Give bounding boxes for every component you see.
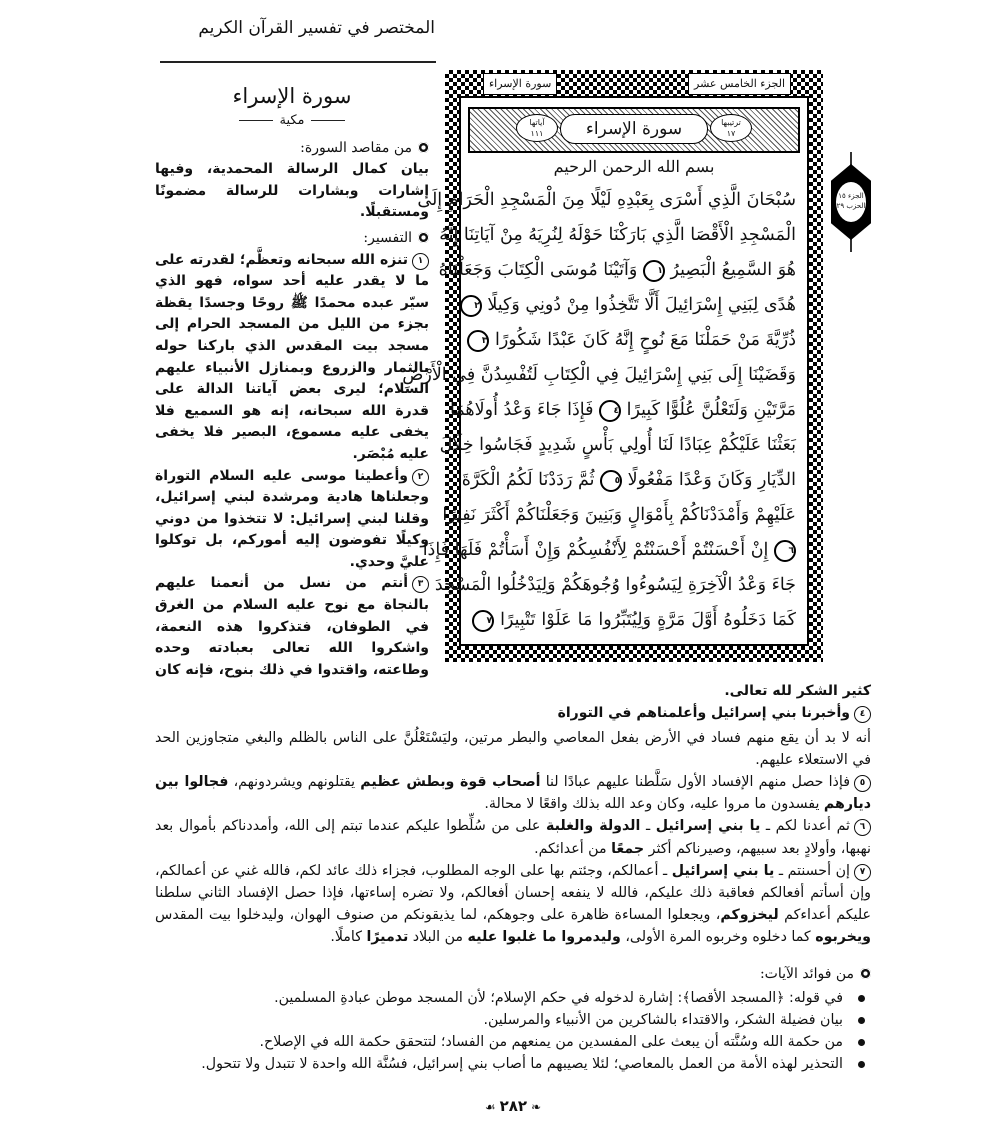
quran-line — [472, 603, 796, 638]
ayah-text: الدِّيَارِ وَكَانَ وَعْدًا مَفْعُولًا — [627, 470, 796, 490]
flower-icon — [418, 142, 429, 153]
verse-number-badge: ٧ — [854, 864, 871, 881]
tafsir-text: كاملًا. — [330, 929, 367, 946]
ayah-end-marker: ٧ — [472, 610, 494, 632]
verse-number-badge: ٣ — [412, 576, 429, 593]
quran-frame — [402, 70, 823, 662]
ayah-text: ذُرِّيَّةَ مَنْ حَمَلْنَا مَعَ نُوحٍ إِنَّهُ كَانَ عَبْدًا شَكُورًا — [494, 330, 796, 350]
tafsir-text: عليه السلام التوراة وجعلناها هادية ومرشدة لبني إسرائيل، وقلنا لبني إسرائيل: لا تتخذوا من دوني وكيلًا تفوضون إليه أموركم، بل توكلوا عليَّ وحدي. — [155, 467, 429, 570]
quran-line — [442, 498, 796, 533]
objectives-heading-label: من مقاصد السورة: — [300, 139, 412, 156]
juz-label: الجزء ١٥ — [838, 192, 864, 200]
running-title: المختصر في تفسير القرآن الكريم — [198, 18, 435, 38]
fawaid-item — [155, 1053, 843, 1075]
highlighted-phrase: ويخربوه — [815, 929, 871, 946]
ayat-label: آياتها — [529, 118, 545, 127]
tafsir-text: يقتلونهم ويشردونهم، — [228, 774, 361, 791]
tafsir-text: ثم أعدنا لكم ـ — [760, 818, 850, 835]
quran-line — [417, 183, 796, 218]
ayah-end-marker: ١ — [643, 260, 665, 282]
fawaid-item — [155, 1009, 843, 1031]
quran-line — [434, 568, 796, 603]
tafsir-text: وأعلمناهم في التوراة — [557, 705, 712, 722]
tafsir-text: ؛ لقدرته على ما لا يقدر عليه أحد سواه، فهو الذي سيّر عبده محمدًا ﷺ روحًا وجسدًا يقظة بجزء من الليل من المسجد الحرام إلى مسجد بيت المقدس الذي باركنا حوله بالثمار والزروع وبمنازل الأنبياء عليهم السلام؛ ليرى بعض آياتنا الدالة على قدرة الله سبحانه، إنه هو السميع فلا يخفى عليه مسموع، البصير فلا يخفى عليه مُبْصَر. — [155, 251, 429, 462]
commentary-sura-title: سورة الإسراء — [232, 84, 352, 108]
top-label-juz: الجزء الخامس عشر — [688, 73, 791, 95]
ayah-text: كَمَا دَخَلُوهُ أَوَّلَ مَرَّةٍ وَلِيُتَبِّرُوا مَا عَلَوْا تَتْبِيرًا — [500, 610, 796, 630]
marker-text — [836, 182, 866, 222]
highlighted-phrase: أصحاب قوة وبطش عظيم — [360, 774, 541, 791]
ayah-text: جَاءَ وَعْدُ الْآخِرَةِ لِيَسُوءُوا وُجُوهَكُمْ وَلِيَدْخُلُوا الْمَسْجِدَ — [434, 575, 796, 595]
tafsir-paragraph — [155, 815, 871, 859]
bullet-icon — [858, 995, 865, 1002]
basmala: بسم الله الرحمن الرحيم — [553, 157, 715, 176]
verse-number-badge: ٤ — [854, 706, 871, 723]
fawaid-item-text: بيان فضيلة الشكر، والاقتداء بالشاكرين من الأنبياء والمرسلين. — [483, 1011, 843, 1028]
bullet-icon — [858, 1061, 865, 1068]
ayah-end-marker: ٣ — [467, 330, 489, 352]
tafsir-text: أنتم من نسل من أنعمنا عليهم بالنجاة مع نوح عليه السلام من الغرق في الطوفان، فتذكروا هذه النعمة، واشكروا الله تعالى بعبادته وحده وطاعته، واقتدوا في ذلك بنوح، فإنه كان كثير الشكر لله تعالى. — [155, 575, 871, 700]
verse-number-badge: ١ — [412, 253, 429, 270]
tafsir-text: ـ — [640, 818, 656, 835]
ayah-end-marker: ٥ — [600, 470, 622, 492]
ayah-text: ثُمَّ رَدَدْنَا لَكُمُ الْكَرَّةَ — [461, 470, 595, 490]
fawaid-heading-label: من فوائد الآيات: — [759, 965, 854, 982]
quran-line — [472, 288, 796, 323]
highlighted-phrase: وأعطينا موسى — [300, 467, 409, 484]
tafsir-text: ، ويجعلوا المساءة ظاهرة على وجوهكم، لما يذيقونكم من صنوف الهوان، وليدخلوا بيت المقدس — [155, 907, 721, 924]
quran-lines — [402, 183, 796, 638]
verse-number-badge: ٥ — [854, 775, 871, 792]
tafsir-text: ـ أعمالكم، وجئتم بها على الوجه المطلوب، فجزاء ذلك عائد لكم، فالله غني عن أعمالكم، وإن أسأتم أفعالكم فعاقبة ذلك عليكم، فالله لا ينفعه إحسان أفعالكم، ولا تضره إساءتها، فإذا حصل الإفساد الثاني سلطنا عليكم أعداءكم — [155, 862, 871, 924]
page-body — [155, 0, 871, 1115]
tafsir-heading-label: التفسير: — [363, 229, 412, 246]
tafsir-paragraph — [155, 727, 871, 771]
quran-line — [439, 218, 796, 253]
ayat-count: ١١١ — [530, 129, 544, 138]
ayah-text: مَرَّتَيْنِ وَلَتَعْلُنَّ عُلُوًّا كَبِيرًا — [626, 400, 796, 420]
ayah-text: وَآتَيْنَا مُوسَى الْكِتَابَ وَجَعَلْنَاهُ — [438, 260, 638, 280]
ayah-end-marker: ٤ — [599, 400, 621, 422]
quran-line — [402, 358, 796, 393]
sura-order-medallion — [710, 114, 752, 142]
sura-type-label: مكية — [279, 113, 305, 128]
highlighted-phrase: ليخزوكم — [720, 907, 779, 924]
fawaid-item — [155, 1031, 843, 1053]
fawaid-heading — [155, 963, 871, 985]
ayah-end-marker: ٢ — [460, 295, 482, 317]
dash-decoration — [311, 120, 345, 122]
tafsir-text: إن أحسنتم ـ — [774, 862, 850, 879]
flower-icon — [418, 232, 429, 243]
page-number — [458, 1097, 568, 1115]
tafsir-continued — [155, 725, 871, 949]
tafsir-text: كما دخلوه وخربوه المرة الأولى، — [620, 929, 816, 946]
tafsir-paragraph — [155, 860, 871, 949]
quran-line — [461, 463, 796, 498]
dash-decoration — [239, 120, 273, 122]
fawaid-item-text: في قوله: ﴿المسجد الأقصا﴾: إشارة لدخوله في حكم الإسلام؛ لأن المسجد موطن عبادةِ المسلمين. — [274, 989, 843, 1006]
ayah-text: الْمَسْجِدِ الْأَقْصَا الَّذِي بَارَكْنَا حَوْلَهُ لِنُرِيَهُ مِنْ آيَاتِنَا إِنَّهُ — [439, 225, 796, 245]
ayah-text: بَعَثْنَا عَلَيْكُمْ عِبَادًا لَنَا أُولِي بَأْسٍ شَدِيدٍ فَجَاسُوا خِلَالَ — [439, 435, 796, 455]
quran-text-area — [402, 98, 807, 644]
quran-area — [402, 70, 871, 666]
ornament-icon: ☙ — [484, 1099, 496, 1114]
tafsir-text: من أعدائكم. — [534, 840, 612, 857]
highlighted-phrase: تنزه الله سبحانه وتعظَّم — [245, 251, 408, 268]
tafsir-text: فإذا حصل منهم الإفساد الأول سَلَّطنا عليهم عبادًا لنا — [540, 774, 850, 791]
top-label-sura: سورة الإسراء — [483, 73, 557, 95]
tafsir-text: أنه لا بد أن يقع منهم فساد في الأرض بفعل المعاصي والبطر مرتين، وليَسْتَعْلُنَّ على الناس بالظلم والبغي متجاوزين الحد في الاستعلاء عليهم. — [155, 729, 871, 768]
fawaid-item — [155, 987, 843, 1009]
highlighted-phrase: يا بني إسرائيل — [671, 862, 775, 879]
objectives-text: بيان كمال الرسالة المحمدية، وفيها إشارات وبشارات للرسالة مضمونًا ومستقبلًا. — [155, 161, 429, 221]
sura-header-box — [468, 107, 800, 153]
order-number: ١٧ — [726, 129, 736, 138]
fawaid-list — [155, 987, 871, 1075]
tafsir-paragraph — [155, 771, 871, 815]
ayah-text: هُوَ السَّمِيعُ الْبَصِيرُ — [670, 260, 796, 280]
highlighted-phrase: يا بني إسرائيل — [655, 818, 761, 835]
ayah-text: إِنْ أَحْسَنْتُمْ أَحْسَنْتُمْ لِأَنْفُسِكُمْ وَإِنْ أَسَأْتُمْ فَلَهَا فَإِذَا — [422, 540, 769, 560]
ayah-end-marker: ٦ — [774, 540, 796, 562]
quran-line — [422, 533, 796, 568]
verse-number-badge: ٦ — [854, 819, 871, 836]
sura-name: سورة الإسراء — [560, 114, 708, 144]
flower-icon — [860, 968, 871, 979]
ayah-text: عَلَيْهِمْ وَأَمْدَدْنَاكُمْ بِأَمْوَالٍ وَبَنِينَ وَجَعَلْنَاكُمْ أَكْثَرَ نَفِيرًا — [442, 505, 796, 525]
page-number-value: ٢٨٢ — [499, 1096, 528, 1115]
ornament-icon: ❧ — [531, 1099, 542, 1114]
ayah-text: وَقَضَيْنَا إِلَى بَنِي إِسْرَائِيلَ فِي الْكِتَابِ لَتُفْسِدُنَّ فِي الْأَرْضِ — [402, 365, 796, 385]
tafsir-text: من البلاد — [408, 929, 468, 946]
order-label: ترتيبها — [721, 118, 741, 127]
quran-line — [439, 428, 796, 463]
highlighted-phrase: فجالوا بين ديارهم — [155, 774, 871, 813]
bullet-icon — [858, 1039, 865, 1046]
highlighted-phrase: جمعًا — [611, 840, 645, 857]
fawaid-section — [155, 963, 871, 1075]
hizb-label: الحزب ٢٩ — [836, 202, 866, 210]
quran-line — [438, 253, 796, 288]
ayat-count-medallion — [516, 114, 558, 142]
fawaid-item-text: التحذير لهذه الأمة من العمل بالمعاصي؛ لئلا يصيبهم ما أصاب بني إسرائيل، فسُنَّة الله واحدة لا تتبدل ولا تتحول. — [201, 1055, 843, 1072]
ayah-text: هُدًى لِبَنِي إِسْرَائِيلَ أَلَّا تَتَّخِذُوا مِنْ دُونِي وَكِيلًا — [487, 295, 796, 315]
bullet-icon — [858, 1017, 865, 1024]
frame-border — [402, 96, 809, 646]
tafsir-text: يفسدون ما مروا عليه، وكان وعد الله بذلك واقعًا لا محالة. — [484, 796, 824, 813]
quran-line — [472, 323, 796, 358]
highlighted-phrase: وأخبرنا بني إسرائيل — [711, 705, 850, 722]
verse-number-badge: ٢ — [412, 469, 429, 486]
ayah-text: سُبْحَانَ الَّذِي أَسْرَى بِعَبْدِهِ لَيْلًا مِنَ الْمَسْجِدِ الْحَرَامِ إِلَى — [417, 190, 796, 210]
ayah-text: فَإِذَا جَاءَ وَعْدُ أُولَاهُمَا — [449, 400, 594, 420]
highlighted-phrase: وليدمروا ما غلبوا عليه — [467, 929, 621, 946]
juz-hizb-marker — [831, 152, 871, 252]
highlighted-phrase: الدولة والغلبة — [545, 818, 641, 835]
tafsir-text: على من سُلِّطوا عليكم عندما تبتم إلى الله، وأمددناكم بأموال بعد نهبها، وأولادٍ بعد سبيهم، وصيرناكم أكثر — [155, 818, 871, 857]
highlighted-phrase: تدميرًا — [366, 929, 409, 946]
tafsir-paragraph — [155, 703, 871, 725]
quran-line — [449, 393, 796, 428]
fawaid-item-text: من حكمة الله وسُنَّته أن يبعث على المفسدين من يمنعهم من الفساد؛ لتتحقق حكمة الله في الإصلاح. — [259, 1033, 843, 1050]
